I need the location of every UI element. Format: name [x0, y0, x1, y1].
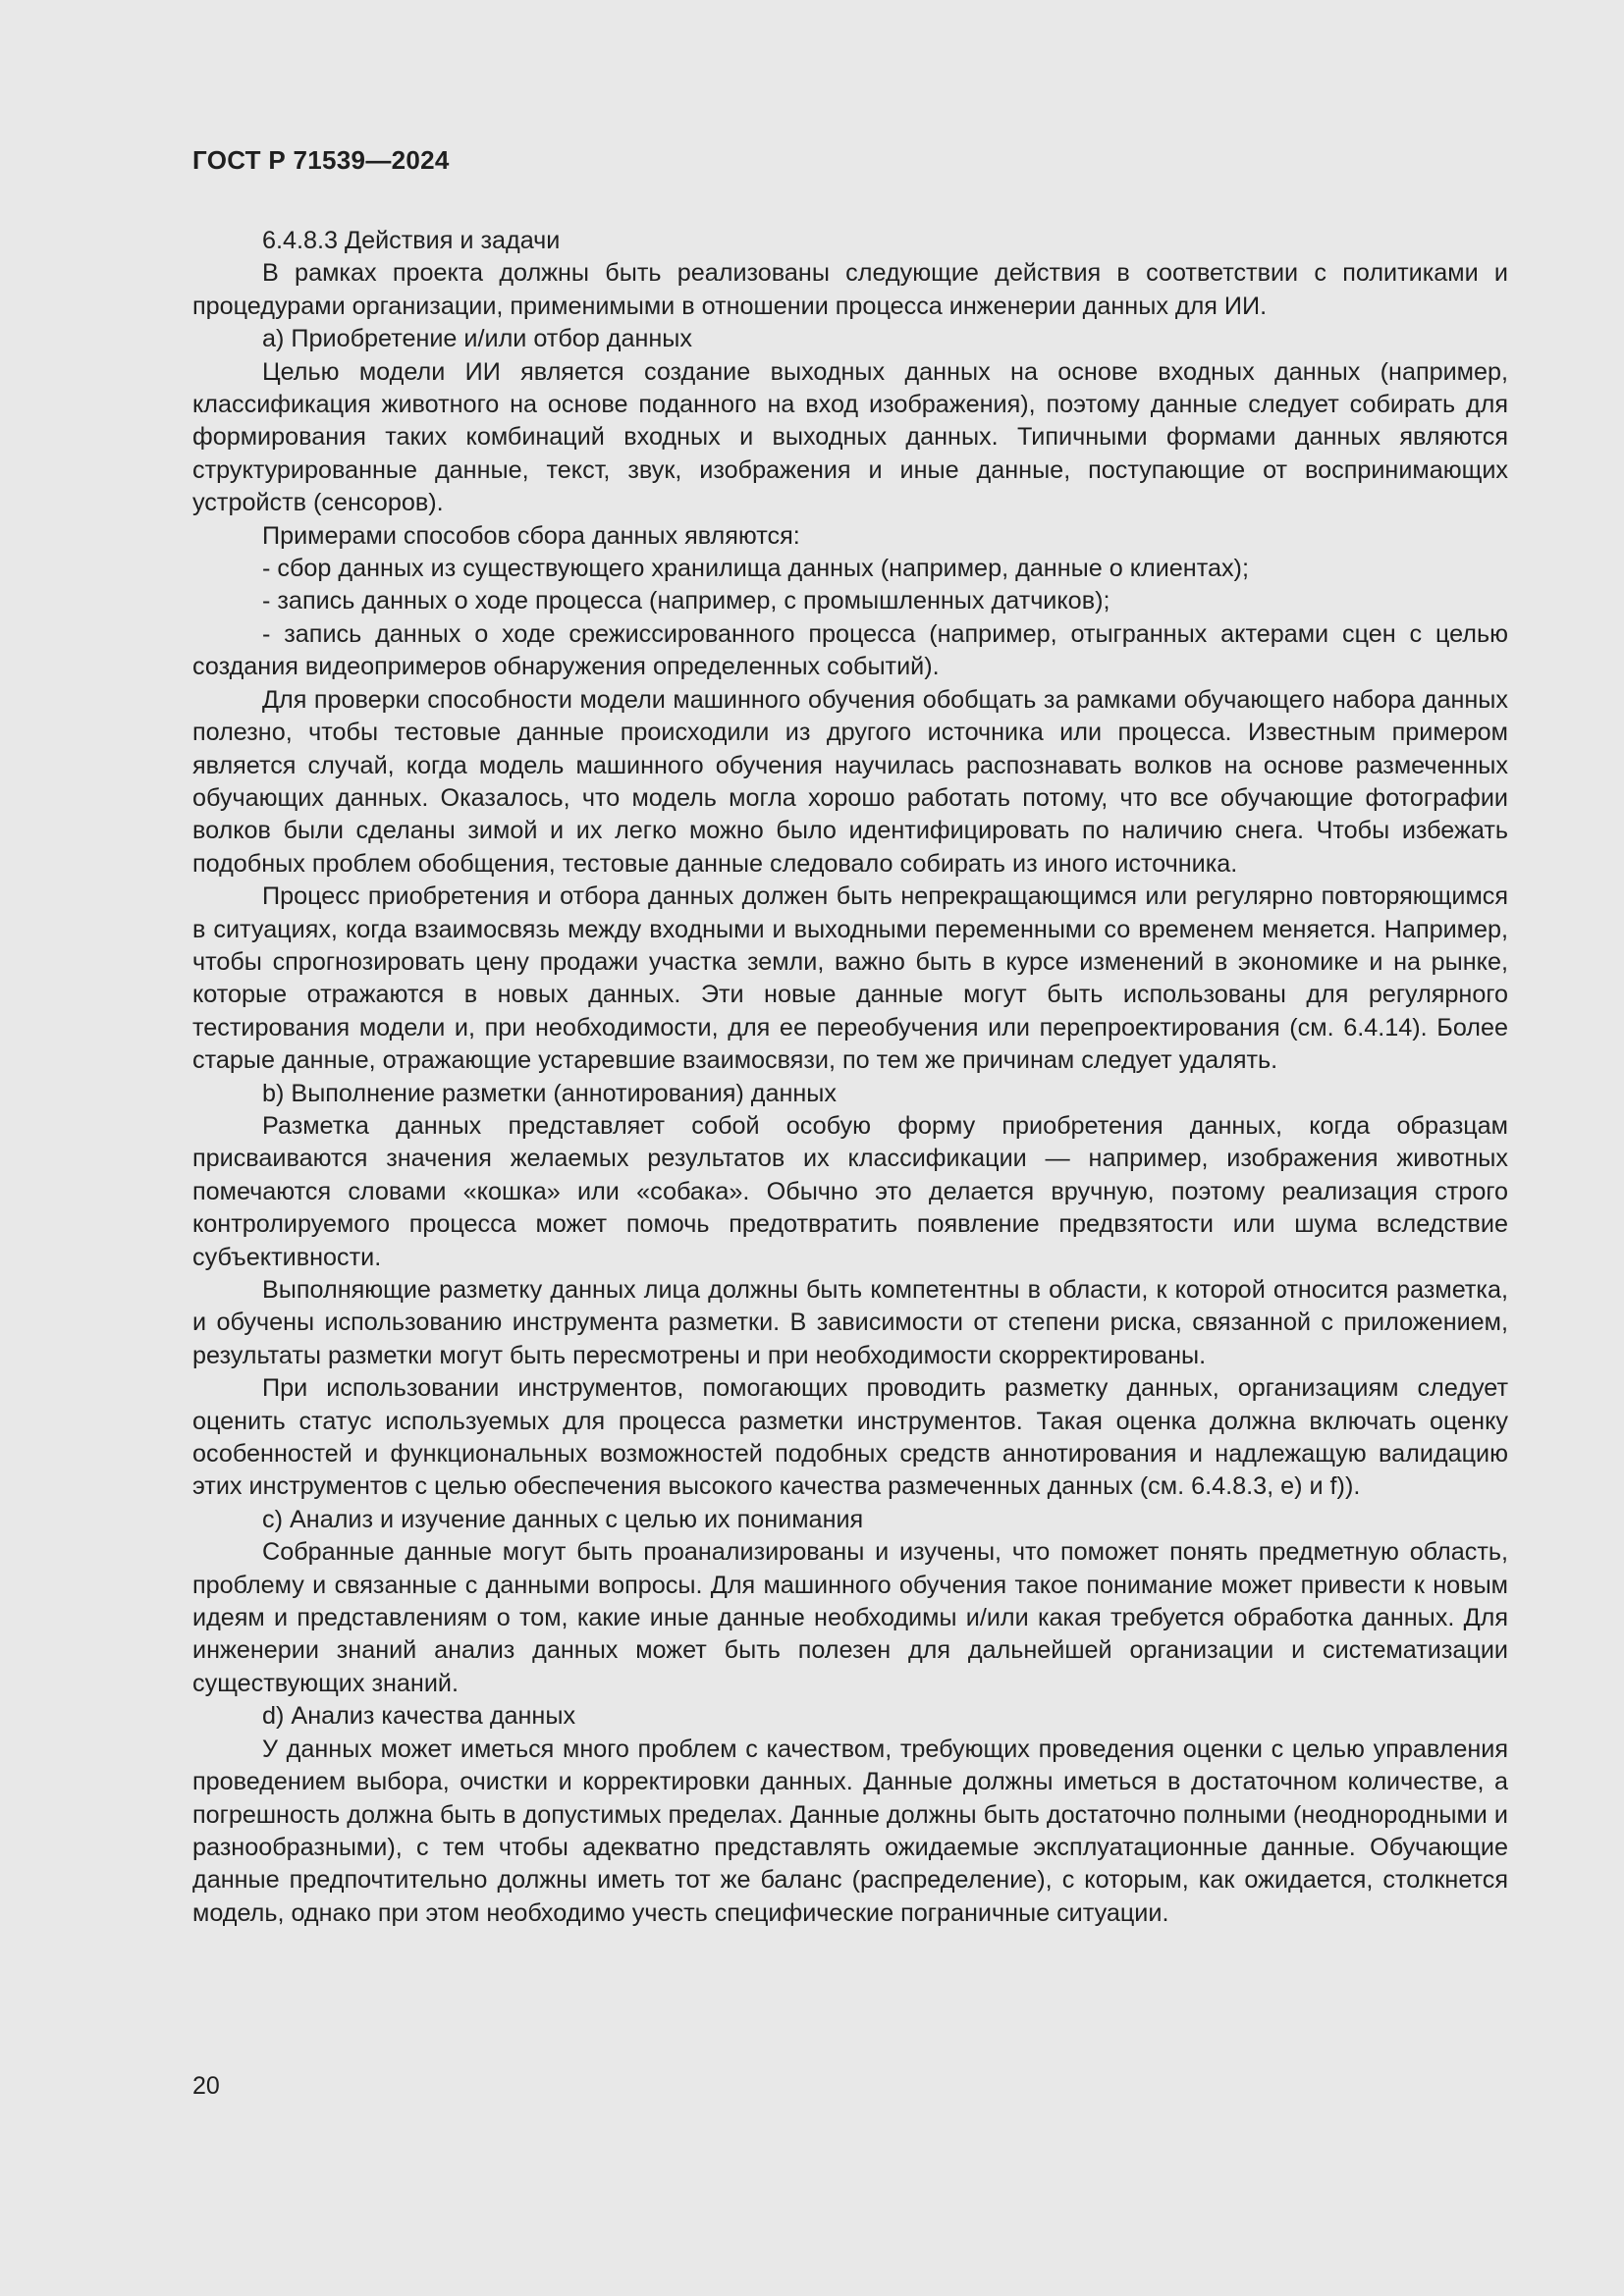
list-heading: d) Анализ качества данных — [262, 1702, 576, 1731]
list-item: - запись данных о ходе срежиссированного процесса (например, отыгранных актерами сцен с целью создания видеопримеров обнаружения определенных событий). — [192, 619, 1508, 681]
list-heading: a) Приобретение и/или отбор данных — [262, 325, 692, 353]
paragraph: Для проверки способности модели машинного обучения обобщать за рамками обучающего набора данных полезно, чтобы тестовые данные происходили из другого источника или процесса. Известным примером является случай, когда модель машинного обучения научилась распознавать волков на основе размеченных обучающих данных. Оказалось, что модель могла хорошо работать потому, что все обучающие фотографии волков были сделаны зимой и их легко можно было идентифицировать по наличию снега. Чтобы избежать подобных проблем обобщения, тестовые данные следовало собирать из иного источника. — [192, 685, 1508, 878]
section-heading: 6.4.8.3 Действия и задачи — [262, 227, 561, 254]
list-heading: b) Выполнение разметки (аннотирования) данных — [262, 1079, 838, 1107]
list-heading: c) Анализ и изучение данных с целью их понимания — [262, 1505, 864, 1533]
paragraph: Целью модели ИИ является создание выходных данных на основе входных данных (например, классификация животного на основе поданного на вход изображения), поэтому данные следует собирать для формирования таких комбинаций входных и выходных данных. Типичными формами данных являются структурированные данные, текст, звук, изображения и иные данные, поступающие от воспринимающих устройств (сенсоров). — [192, 357, 1508, 517]
paragraph: Выполняющие разметку данных лица должны быть компетентны в области, к которой относится разметка, и обучены использованию инструмента разметки. В зависимости от степени риска, связанной с приложением, результаты разметки могут быть пересмотрены и при необходимости скорректированы. — [192, 1276, 1508, 1369]
body-text — [192, 225, 1508, 1930]
paragraph: Процесс приобретения и отбора данных должен быть непрекращающимся или регулярно повторяющимся в ситуациях, когда взаимосвязь между входными и выходными переменными со временем меняется. Например, чтобы спрогнозировать цену продажи участка земли, важно быть в курсе изменений в экономике и на рынке, которые отражаются в новых данных. Эти новые данные могут быть использованы для регулярного тестирования модели и, при необходимости, для ее переобучения или перепроектирования (см. 6.4.14). Более старые данные, отражающие устаревшие взаимосвязи, по тем же причинам следует удалять. — [192, 882, 1508, 1075]
paragraph: Собранные данные могут быть проанализированы и изучены, что поможет понять предметную область, проблему и связанные с данными вопросы. Для машинного обучения такое понимание может привести к новым идеям и представлениям о том, какие иные данные необходимы и/или какая требуется обработка данных. Для инженерии знаний анализ данных может быть полезен для дальнейшей организации и систематизации существующих знаний. — [192, 1538, 1508, 1697]
paragraph: Разметка данных представляет собой особую форму приобретения данных, когда образцам присваиваются значения желаемых результатов их классификации — например, изображения животных помечаются словами «кошка» или «собака». Обычно это делается вручную, поэтому реализация строго контролируемого процесса может помочь предотвратить появление предвзятости или шума вследствие субъективности. — [192, 1111, 1508, 1271]
paragraph: Примерами способов сбора данных являются: — [262, 521, 800, 550]
list-item: - сбор данных из существующего хранилища данных (например, данные о клиентах); — [262, 555, 1249, 583]
page-number: 20 — [192, 2072, 220, 2100]
list-item: - запись данных о ходе процесса (например, с промышленных датчиков); — [262, 587, 1110, 615]
paragraph: В рамках проекта должны быть реализованы следующие действия в соответствии с политиками и процедурами организации, применимыми в отношении процесса инженерии данных для ИИ. — [192, 259, 1508, 320]
paragraph: При использовании инструментов, помогающих проводить разметку данных, организациям следует оценить статус используемых для процесса разметки инструментов. Такая оценка должна включать оценку особенностей и функциональных возможностей подобных средств аннотирования и надлежащую валидацию этих инструментов с целью обеспечения высокого качества размеченных данных (см. 6.4.8.3, e) и f)). — [192, 1374, 1508, 1501]
paragraph: У данных может иметься много проблем с качеством, требующих проведения оценки с целью управления проведением выбора, очистки и корректировки данных. Данные должны иметься в достаточном количестве, а погрешность должна быть в допустимых пределах. Данные должны быть достаточно полными (неоднородными и разнообразными), с тем чтобы адекватно представлять ожидаемые эксплуатационные данные. Обучающие данные предпочтительно должны иметь тот же баланс (распределение), с которым, как ожидается, столкнется модель, однако при этом необходимо учесть специфические пограничные ситуации. — [192, 1735, 1508, 1927]
standard-header: ГОСТ Р 71539—2024 — [192, 145, 450, 175]
